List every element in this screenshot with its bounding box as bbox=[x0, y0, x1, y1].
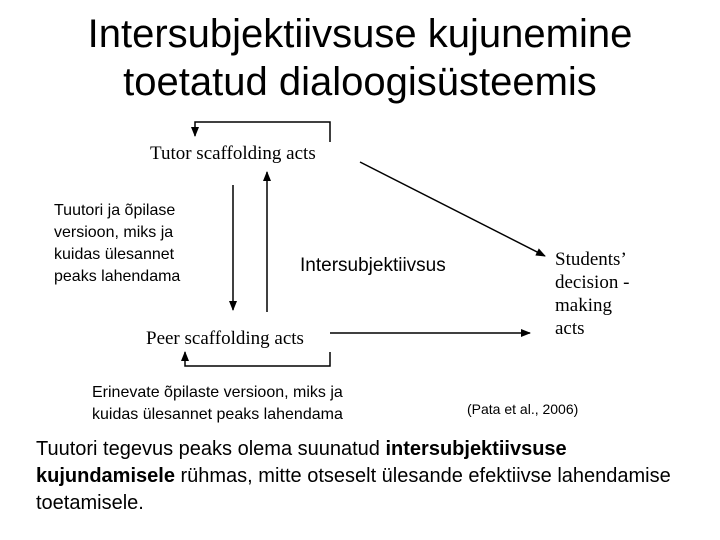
tutor-feedback-arrow bbox=[195, 122, 330, 142]
intersubjectivity-label: Intersubjektiivsus bbox=[300, 255, 446, 276]
left-note-line: versioon, miks ja bbox=[54, 224, 174, 241]
left-note-line: kuidas ülesannet bbox=[54, 246, 175, 263]
students-line-1: Students’ bbox=[555, 249, 627, 270]
left-note-line: Tuutori ja õpilase bbox=[54, 202, 176, 219]
summary-text-1: Tuutori tegevus peaks olema suunatud bbox=[36, 438, 386, 460]
tutor-to-students-arrow bbox=[360, 162, 545, 256]
summary-text-2: rühmas, mitte otseselt ülesande efektiivse lahendamise toetamisele. bbox=[36, 465, 671, 514]
title-line-2: toetatud dialoogisüsteemis bbox=[123, 60, 597, 104]
peer-scaffolding-node: Peer scaffolding acts bbox=[146, 328, 304, 349]
bottom-note bbox=[92, 382, 343, 426]
bottom-note-line: kuidas ülesannet peaks lahendama bbox=[92, 406, 343, 423]
left-note bbox=[54, 200, 180, 288]
students-decision-node bbox=[555, 248, 629, 340]
students-line-3: making bbox=[555, 295, 612, 316]
students-line-4: acts bbox=[555, 318, 585, 339]
title-line-1: Intersubjektiivsuse kujunemine bbox=[87, 12, 633, 56]
summary-bold-1: intersubjektiivsuse kujundamisele bbox=[36, 438, 567, 487]
summary-paragraph bbox=[36, 436, 696, 517]
students-line-2: decision - bbox=[555, 272, 630, 293]
left-note-line: peaks lahendama bbox=[54, 268, 181, 285]
peer-feedback-arrow bbox=[185, 352, 330, 366]
tutor-scaffolding-node: Tutor scaffolding acts bbox=[150, 143, 316, 164]
citation: (Pata et al., 2006) bbox=[467, 401, 579, 417]
bottom-note-line: Erinevate õpilaste versioon, miks ja bbox=[92, 384, 343, 401]
